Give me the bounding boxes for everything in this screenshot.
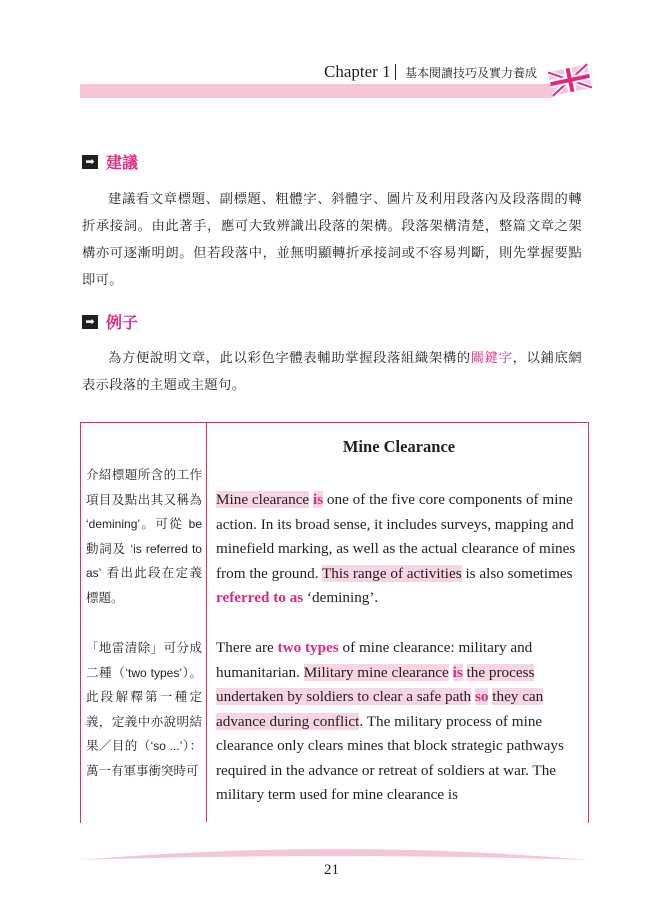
section-title: 建議 (106, 153, 139, 172)
topic-highlight: Military mine clearance (303, 663, 449, 681)
chapter-label: Chapter 1 (324, 62, 391, 81)
article-title: Mine Clearance (342, 437, 456, 456)
topic-highlight: they can advance during conflict (216, 688, 544, 730)
topic-highlight: the process undertaken by soldiers to clear a safe path (216, 663, 535, 705)
keyword-sample: 關鍵字 (470, 351, 513, 366)
body-text: . The military process of mine clearance only clears mines that block strategic pathways required in the advance or retreat of soldiers at war. The military term used for mine clearance is (216, 712, 564, 803)
body-text: is also sometimes (465, 564, 573, 582)
note-term: ‘demining’ (86, 517, 141, 531)
column-divider (206, 422, 207, 822)
note-term: ‘is referred to as’ (86, 541, 202, 580)
annotation-note-2 (86, 636, 202, 783)
note-text: 介紹標題所含的工作項目及點出其又稱為 (86, 467, 202, 507)
arrow-right-icon: ➡ (82, 315, 98, 329)
body-text: There are (216, 639, 274, 656)
body-text: one of the five core components of mine action. In its broad sense, it includes surveys, mapping and minefield marking, as well as the actual clearance of mines from the ground. (216, 491, 576, 582)
union-jack-flag-icon (548, 58, 592, 102)
keyword: two types (277, 639, 339, 656)
note-term: ‘two types’ (125, 665, 182, 680)
topic-highlight: This range of activities (322, 564, 462, 582)
topic-highlight: Mine clearance (216, 491, 310, 508)
intro-text: ，以鋪底網表示段落的主題或主題句。 (82, 351, 582, 393)
note-term: be (188, 517, 202, 531)
suggestion-paragraph: 建議看文章標題、副標題、粗體字、斜體字、圖片及利用段落內及段落間的轉折承接詞。由此著手，應可大致辨識出段落的架構。段落架構清楚，整篇文章之架構亦可逐漸明朗。但若段落中，並無明顯轉折承接詞或不容易判斷，則先掌握要點即可。 (82, 192, 582, 288)
section-heading-suggestion (82, 150, 138, 173)
keyword: is (312, 491, 324, 508)
section-title: 例子 (106, 313, 139, 332)
note-text: 看出此段在定義標題。 (86, 565, 202, 605)
header-separator (395, 64, 396, 80)
example-intro-paragraph (82, 345, 582, 399)
note-text: 動詞及 (86, 540, 126, 556)
annotation-note-1 (86, 463, 202, 610)
page-number: 21 (324, 862, 339, 878)
arrow-right-icon: ➡ (82, 155, 98, 169)
note-text: ）：萬一有軍事衝突時可 (86, 738, 202, 778)
chapter-subtitle: 基本閱讀技巧及實力養成 (405, 66, 538, 80)
note-term: ‘so ...’ (150, 739, 183, 753)
keyword: so (474, 688, 489, 705)
note-text: ）。此段解釋第一種定義，定義中亦說明結果／目的（ (86, 664, 202, 753)
body-text: ‘demining’. (306, 589, 379, 606)
section-heading-example (82, 310, 138, 333)
intro-text: 為方便說明文章，此以彩色字體表輔助掌握段落組織架構的 (108, 351, 471, 366)
keyword: referred to as (216, 589, 304, 606)
article-paragraph-2 (216, 636, 582, 808)
keyword: is (452, 663, 463, 681)
article-paragraph-1 (216, 488, 582, 611)
header-bar (80, 84, 556, 98)
note-text: 「地雷清除」可分成二種（ (86, 640, 202, 680)
note-text: 。可從 (140, 516, 184, 531)
body-text: of mine clearance: military and humanitarian. (216, 639, 533, 681)
